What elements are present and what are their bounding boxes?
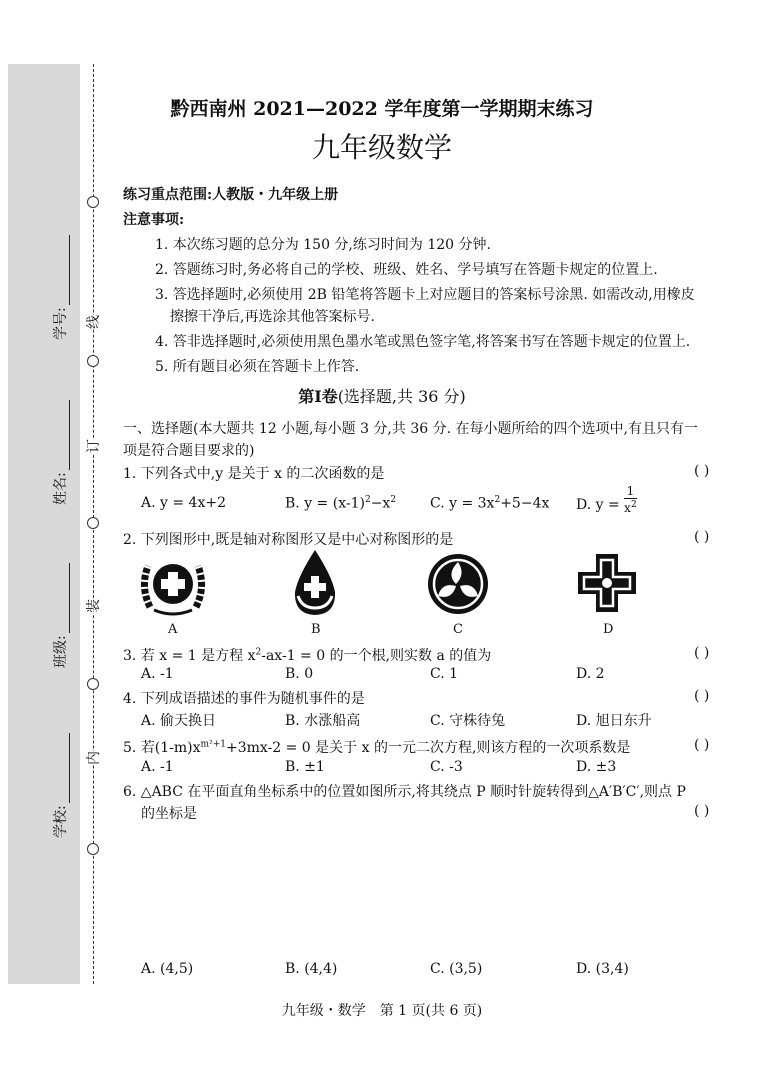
scope-line: 练习重点范围:人教版・九年级上册 — [123, 187, 339, 203]
option-b: B. 0 — [285, 666, 314, 682]
figure-label: C — [453, 622, 463, 637]
punch-hole — [87, 678, 99, 690]
section-instruction: 一、选择题(本大题共 12 小题,每小题 3 分,共 36 分. 在每小题所给的四个选项中,有且只有一 — [123, 421, 698, 437]
field-label: 班级: — [53, 635, 69, 668]
section-heading — [0, 384, 764, 407]
note-item: 1. 本次练习题的总分为 150 分,练习时间为 120 分钟. — [155, 237, 491, 253]
question-6: 6. △ABC 在平面直角坐标系中的位置如图所示,将其绕点 P 顺时针旋转得到△A′B′C′,则点 P — [123, 784, 686, 800]
option-a: A. 偷天换日 — [141, 713, 217, 729]
section-subtitle: (选择题,共 36 分) — [337, 387, 466, 406]
answer-blank[interactable]: ( ) — [694, 737, 710, 753]
option-d: D. 2 — [576, 666, 605, 682]
question-3: 3. 若 x = 1 是方程 $x^2-ax-1 = 0$ 的一个根,则实数 a 的值为 — [123, 647, 492, 664]
field-label: 学号: — [53, 307, 69, 340]
question-5-text: 5. 若(1-m)x — [123, 740, 201, 756]
option-b: B. 水涨船高 — [285, 713, 361, 729]
notes-label: 注意事项: — [123, 212, 185, 228]
answer-blank[interactable]: ( ) — [694, 463, 710, 479]
question-4: 4. 下列成语描述的事件为随机事件的是 — [123, 691, 365, 707]
recycle-leaves-icon — [426, 552, 490, 616]
option-b: B. $y = (x-1)^2-x^2$ — [285, 495, 397, 512]
cut-word: 订 — [83, 439, 103, 453]
note-item: 4. 答非选择题时,必须使用黑色墨水笔或黑色签字笔,将答案书写在答题卡规定的位置上. — [155, 334, 691, 350]
name-field[interactable] — [50, 400, 70, 505]
punch-hole — [87, 355, 99, 367]
option-b: B. ±1 — [285, 759, 325, 775]
section-title: 第Ⅰ卷 — [298, 387, 338, 406]
field-label: 学校: — [53, 805, 69, 838]
cut-word: 装 — [83, 599, 103, 613]
blood-drop-cross-icon — [290, 548, 340, 618]
cross-wreath-icon — [138, 552, 208, 618]
cut-word: 线 — [83, 315, 103, 329]
field-label: 姓名: — [53, 472, 69, 505]
answer-blank[interactable]: ( ) — [694, 645, 710, 661]
option-c: C. (3,5) — [430, 961, 483, 977]
note-item: 2. 答题练习时,务必将自己的学校、班级、姓名、学号填写在答题卡规定的位置上. — [155, 262, 658, 278]
answer-blank[interactable]: ( ) — [694, 529, 710, 545]
question-1: 1. 下列各式中,y 是关于 x 的二次函数的是 — [123, 466, 385, 482]
exam-title: 黔西南州 2021—2022 学年度第一学期期末练习 — [170, 98, 594, 120]
figure-label: A — [168, 622, 178, 637]
student-id-field[interactable] — [50, 235, 70, 340]
subject-title: 九年级数学 — [311, 131, 452, 164]
option-a: A. -1 — [141, 666, 174, 682]
answer-blank[interactable]: ( ) — [694, 803, 710, 819]
option-c: C. 守株待兔 — [430, 713, 506, 729]
figure-label: B — [311, 622, 321, 637]
cut-word: 内 — [83, 751, 103, 765]
note-item: 5. 所有题目必须在答题卡上作答. — [155, 359, 360, 375]
punch-hole — [87, 517, 99, 529]
question-3-text: 3. 若 x = 1 是方程 x — [123, 648, 256, 664]
option-c-text: C. y = 3x — [430, 495, 495, 512]
answer-blank[interactable]: ( ) — [694, 688, 710, 704]
option-b-text: B. y = (x-1) — [285, 495, 365, 512]
option-d-text: D. y = — [576, 497, 620, 513]
section-instruction: 项是符合题目要求的) — [123, 443, 255, 459]
question-6-cont: 的坐标是 — [141, 806, 197, 822]
option-d: D. y = $\frac{1}{x^2}$ — [576, 484, 637, 515]
option-a: A. y = 4x+2 — [141, 495, 226, 511]
punch-hole — [87, 196, 99, 208]
cross-emblem-icon — [576, 552, 638, 614]
punch-hole — [87, 843, 99, 855]
class-field[interactable] — [50, 563, 70, 668]
option-d: D. (3,4) — [576, 961, 629, 977]
option-c: C. -3 — [430, 759, 463, 775]
option-a: A. -1 — [141, 759, 174, 775]
note-item: 3. 答选择题时,必须使用 2B 铅笔将答题卡上对应题目的答案标号涂黑. 如需改动,用橡皮 — [155, 287, 695, 303]
figure-label: D — [603, 622, 614, 637]
option-d: D. 旭日东升 — [576, 713, 652, 729]
school-field[interactable] — [50, 733, 70, 838]
note-item: 擦擦干净后,再选涂其他答案标号. — [170, 309, 375, 325]
question-2: 2. 下列图形中,既是轴对称图形又是中心对称图形的是 — [123, 532, 454, 548]
binding-margin — [8, 64, 80, 984]
question-5: 5. 若$(1-m)x^{m^2+1}+3mx-2 = 0$ 是关于 x 的一元二次方程,则该方程的一次项系数是 — [123, 739, 631, 756]
question-3-text: -ax-1 = 0 的一个根,则实数 a 的值为 — [261, 648, 492, 664]
page-footer: 九年级・数学 第 1 页(共 6 页) — [281, 1003, 483, 1019]
question-5-text: +3mx-2 = 0 是关于 x 的一元二次方程,则该方程的一次项系数是 — [225, 740, 631, 756]
option-c: C. $y = 3x^2+5-4x$ — [430, 495, 550, 512]
option-c: C. 1 — [430, 666, 459, 682]
option-a: A. (4,5) — [141, 961, 194, 977]
option-b: B. (4,4) — [285, 961, 338, 977]
option-d: D. ±3 — [576, 759, 617, 775]
